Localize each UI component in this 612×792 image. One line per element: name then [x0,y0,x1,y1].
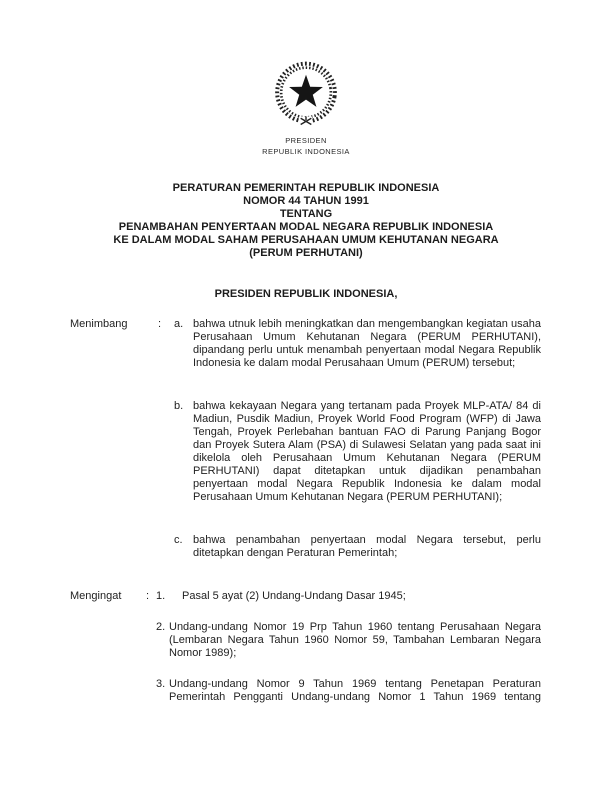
section-menimbang [70,318,541,560]
item-marker: a. [174,318,184,330]
item-marker: 2. [156,621,166,633]
recalling-items [156,590,541,704]
regulation-title [0,182,612,260]
considering-item-b [174,400,541,504]
recalling-item-2 [156,621,541,660]
item-marker: b. [174,400,184,412]
considering-item-c [174,534,541,560]
seal-label-republik-indonesia: REPUBLIK INDONESIA [262,146,350,156]
star-wreath-seal-icon [269,57,343,128]
title-line-subject-3: (PERUM PERHUTANI) [249,247,363,259]
item-text: Undang-undang Nomor 9 Tahun 1969 tentang Penetapan Peraturan Pemerintah Pengganti Undang-undang Nomor 1 Tahun 1969 tentang [169,678,541,703]
item-text: Pasal 5 ayat (2) Undang-Undang Dasar 1945; [182,590,406,602]
colon-mengingat: : [146,590,150,602]
title-line-regulation: PERATURAN PEMERINTAH REPUBLIK INDONESIA [172,182,440,194]
salutation: PRESIDEN REPUBLIK INDONESIA, [214,288,398,300]
letterhead [0,57,612,157]
item-text: bahwa utnuk lebih meningkatkan dan mengembangkan kegiatan usaha Perusahaan Umum Kehutanan Negara (PERUM PERHUTANI), dipandang perlu untuk menambah penyertaan modal Negara Republik Indonesia ke dalam modal Perusahaan Umum (PERUM) tersebut; [193,318,541,369]
item-marker: 1. [156,590,166,602]
considering-items [174,318,541,560]
item-marker: c. [174,534,183,546]
title-line-subject-2: KE DALAM MODAL SAHAM PERUSAHAAN UMUM KEHUTANAN NEGARA [113,234,499,246]
item-text: bahwa penambahan penyertaan modal Negara tersebut, perlu ditetapkan dengan Peraturan Pemerintah; [193,534,541,559]
considering-item-a [174,318,541,370]
recalling-item-3 [156,678,541,704]
recalling-item-1 [156,590,541,603]
title-line-tentang: TENTANG [279,208,333,220]
label-mengingat: Mengingat [70,590,122,602]
label-menimbang: Menimbang [70,318,128,330]
section-mengingat [70,590,541,704]
title-line-number: NOMOR 44 TAHUN 1991 [243,195,369,207]
item-text: Undang-undang Nomor 19 Prp Tahun 1960 tentang Perusahaan Negara (Lembaran Negara Tahun 1960 Nomor 59, Tambahan Lembaran Negara Nomor 1989); [169,621,541,659]
seal-label-presiden: PRESIDEN [285,136,327,145]
item-marker: 3. [156,678,166,690]
colon-menimbang: : [158,318,162,330]
title-line-subject-1: PENAMBAHAN PENYERTAAN MODAL NEGARA REPUBLIK INDONESIA [118,221,494,233]
item-text: bahwa kekayaan Negara yang tertanam pada Proyek MLP-ATA/ 84 di Madiun, Pusdik Madiun, Proyek World Food Program (WFP) di Jawa Tengah, Proyek Perlebahan bantuan FAO di Parung Panjang Bogor dan Proyek Sutera Alam (PSA) di Sulawesi Selatan yang pada saat ini dikelola oleh Perusahaan Umum Kehutanan Negara (PERUM PERHUTANI) dapat ditetapkan untuk dijadikan penambahan penyertaan modal Negara Republik Indonesia ke dalam modal Perusahaan Umum Kehutanan Negara (PERUM PERHUTANI); [193,400,541,503]
seal-label [0,136,612,157]
